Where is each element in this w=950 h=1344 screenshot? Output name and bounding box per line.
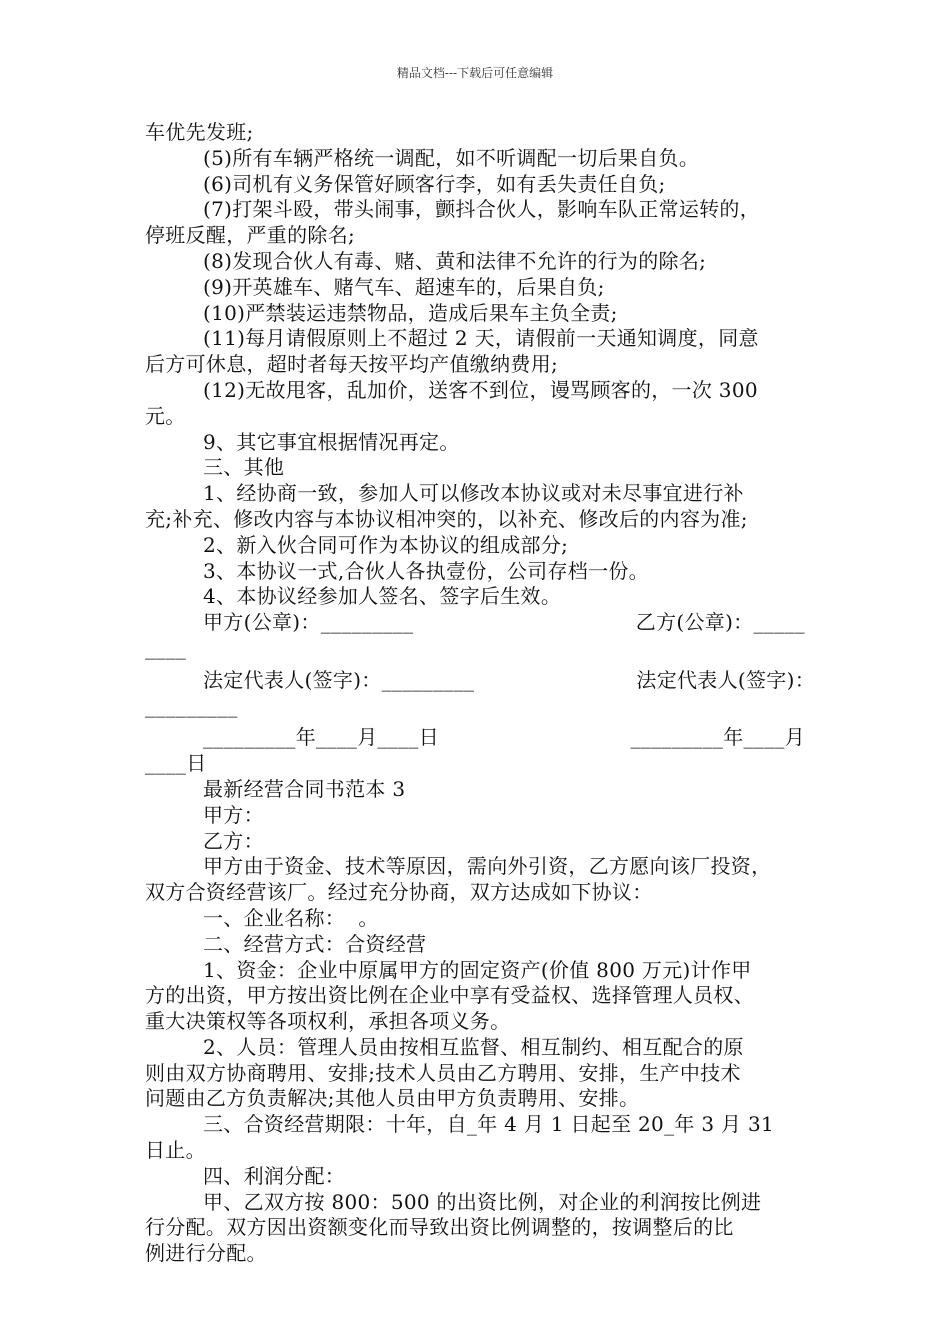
text-line: 甲方： xyxy=(203,802,264,827)
text-line: 乙方： xyxy=(203,828,264,853)
text-line: (7)打架斗殴，带头闹事，颤抖合伙人，影响车队正常运转的， xyxy=(203,197,761,222)
text-line: (11)每月请假原则上不超过 2 天，请假前一天通知调度，同意 xyxy=(203,326,759,351)
contract-3-block xyxy=(145,777,815,1267)
representative-b-continued: _________ xyxy=(145,693,238,718)
text-line: (8)发现合伙人有毒、赌、黄和法律不允许的行为的除名; xyxy=(203,248,707,273)
text-line: 甲方由于资金、技术等原因，需向外引资，乙方愿向该厂投资， xyxy=(203,854,772,879)
representative-a: 法定代表人(签字)：_________ xyxy=(203,667,475,692)
document-body xyxy=(145,120,815,1267)
text-line: 2、新入伙合同可作为本协议的组成部分; xyxy=(203,532,569,557)
text-line: (5)所有车辆严格统一调配，如不听调配一切后果自负。 xyxy=(203,145,700,170)
text-line: 例进行分配。 xyxy=(145,1241,267,1266)
text-line: 车优先发班; xyxy=(145,120,254,144)
text-line: 停班反醒，严重的除名; xyxy=(145,223,356,248)
text-line: 4、本协议经参加人签名、签字后生效。 xyxy=(203,584,562,609)
text-line: 甲、乙双方按 800：500 的出资比例，对企业的利润按比例进 xyxy=(203,1189,762,1214)
text-line: 2、人员：管理人员由按相互监督、相互制约、相互配合的原 xyxy=(203,1034,744,1059)
text-line: 最新经营合同书范本 3 xyxy=(203,776,406,801)
party-a-seal: 甲方(公章)：_________ xyxy=(203,610,414,635)
text-line: 行分配。双方因出资额变化而导致出资比例调整的，按调整后的比 xyxy=(145,1215,734,1240)
text-line: 一、企业名称： 。 xyxy=(203,905,379,930)
text-line: 问题由乙方负责解决;其他人员由甲方负责聘用、安排。 xyxy=(145,1086,640,1111)
text-line: 日止。 xyxy=(145,1138,206,1163)
text-line: 双方合资经营该厂。经过充分协商，双方达成如下协议： xyxy=(145,880,653,905)
text-line: 四、利润分配： xyxy=(203,1163,346,1188)
text-line: 则由双方协商聘用、安排;技术人员由乙方聘用、安排，生产中技术 xyxy=(145,1060,741,1085)
text-line: 3、本协议一式,合伙人各执壹份，公司存档一份。 xyxy=(203,558,649,583)
text-line: 方的出资，甲方按出资比例在企业中享有受益权、选择管理人员权、 xyxy=(145,983,754,1008)
text-line: 三、其他 xyxy=(203,455,285,480)
text-line: 二、经营方式：合资经营 xyxy=(203,931,427,956)
representative-row xyxy=(145,668,815,694)
text-line: 后方可休息，超时者每天按平均产值缴纳费用; xyxy=(145,352,559,377)
clauses-block xyxy=(145,120,815,610)
text-line: 充;补充、修改内容与本协议相冲突的，以补充、修改后的内容为准; xyxy=(145,506,748,531)
date-row xyxy=(145,725,815,751)
text-line: 1、经协商一致，参加人可以修改本协议或对未尽事宜进行补 xyxy=(203,481,744,506)
text-line: (12)无故甩客，乱加价，送客不到位，谩骂顾客的，一次 300 xyxy=(203,377,758,402)
party-b-seal: 乙方(公章)：_____ xyxy=(635,610,805,635)
text-line: 元。 xyxy=(145,403,186,428)
date-a: _________年____月____日 xyxy=(203,725,439,750)
date-b-continued: ____日 xyxy=(145,751,207,776)
party-seal-row xyxy=(145,610,815,636)
text-line: (10)严禁装运违禁物品，造成后果车主负全责; xyxy=(203,300,618,325)
text-line: (6)司机有义务保管好顾客行李，如有丢失责任自负; xyxy=(203,171,666,196)
text-line: 1、资金：企业中原属甲方的固定资产(价值 800 万元)计作甲 xyxy=(203,957,752,982)
text-line: 9、其它事宜根据情况再定。 xyxy=(203,429,460,454)
representative-b: 法定代表人(签字)： xyxy=(636,667,815,692)
page-header: 精品文档---下载后可任意编辑 xyxy=(396,66,554,80)
text-line: (9)开英雄车、赌气车、超速车的，后果自负; xyxy=(203,274,605,299)
text-line: 重大决策权等各项权利，承担各项义务。 xyxy=(145,1009,511,1034)
date-b: _________年____月 xyxy=(630,725,805,750)
party-b-seal-continued: ____ xyxy=(145,635,187,660)
text-line: 三、合资经营期限：十年，自_年 4 月 1 日起至 20_年 3 月 31 xyxy=(203,1112,775,1137)
